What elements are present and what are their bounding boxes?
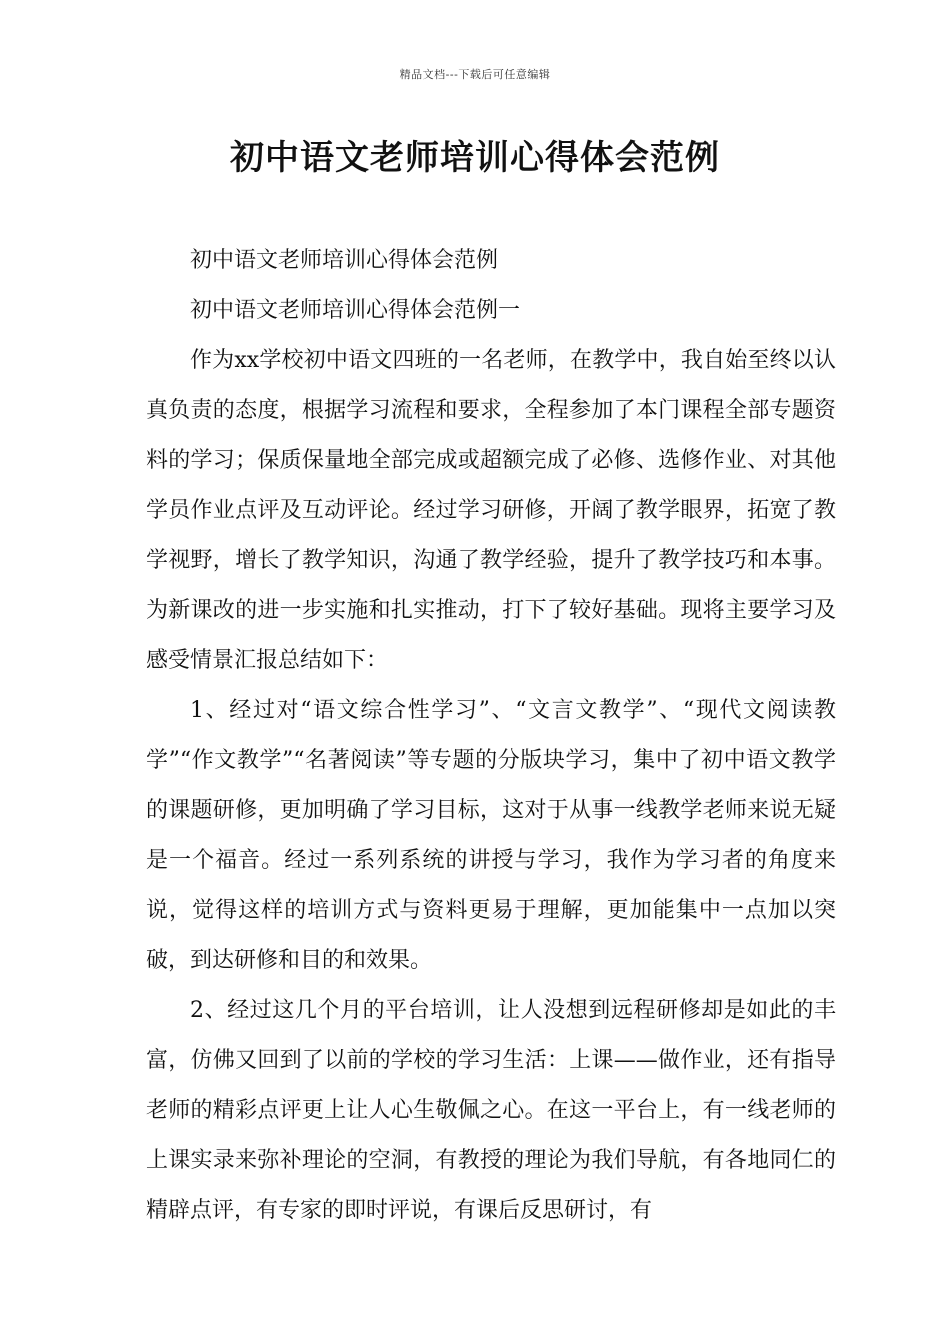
- paragraph: 初中语文老师培训心得体会范例: [190, 248, 499, 273]
- paragraph: 初中语文老师培训心得体会范例一: [190, 298, 521, 323]
- paragraph: 1、经过对“语文综合性学习”、“文言文教学”、“现代文阅读教学”“作文教学”“名著阅读”等专题的分版块学习，集中了初中语文教学的课题研修，更加明确了学习目标，这对于从事一线教学老师来说无疑是一个福音。经过一系列系统的讲授与学习，我作为学习者的角度来说，觉得这样的培训方式与资料更易于理解，更加能集中一点加以突破，到达研修和目的和效果。: [146, 698, 836, 973]
- paragraph: 作为xx学校初中语文四班的一名老师，在教学中，我自始至终以认真负责的态度，根据学习流程和要求，全程参加了本门课程全部专题资料的学习；保质保量地全部完成或超额完成了必修、选修作业、对其他学员作业点评及互动评论。经过学习研修，开阔了教学眼界，拓宽了教学视野，增长了教学知识，沟通了教学经验，提升了教学技巧和本事。为新课改的进一步实施和扎实推动，打下了较好基础。现将主要学习及感受情景汇报总结如下：: [146, 348, 836, 673]
- paragraph: 2、经过这几个月的平台培训，让人没想到远程研修却是如此的丰富，仿佛又回到了以前的学校的学习生活：上课——做作业，还有指导老师的精彩点评更上让人心生敬佩之心。在这一平台上，有一线老师的上课实录来弥补理论的空洞，有教授的理论为我们导航，有各地同仁的精辟点评，有专家的即时评说，有课后反思研讨，有: [146, 998, 836, 1223]
- header-note: 精品文档---下载后可任意编辑: [399, 68, 551, 81]
- document-body: [146, 236, 836, 1236]
- document-title: 初中语文老师培训心得体会范例: [230, 138, 720, 178]
